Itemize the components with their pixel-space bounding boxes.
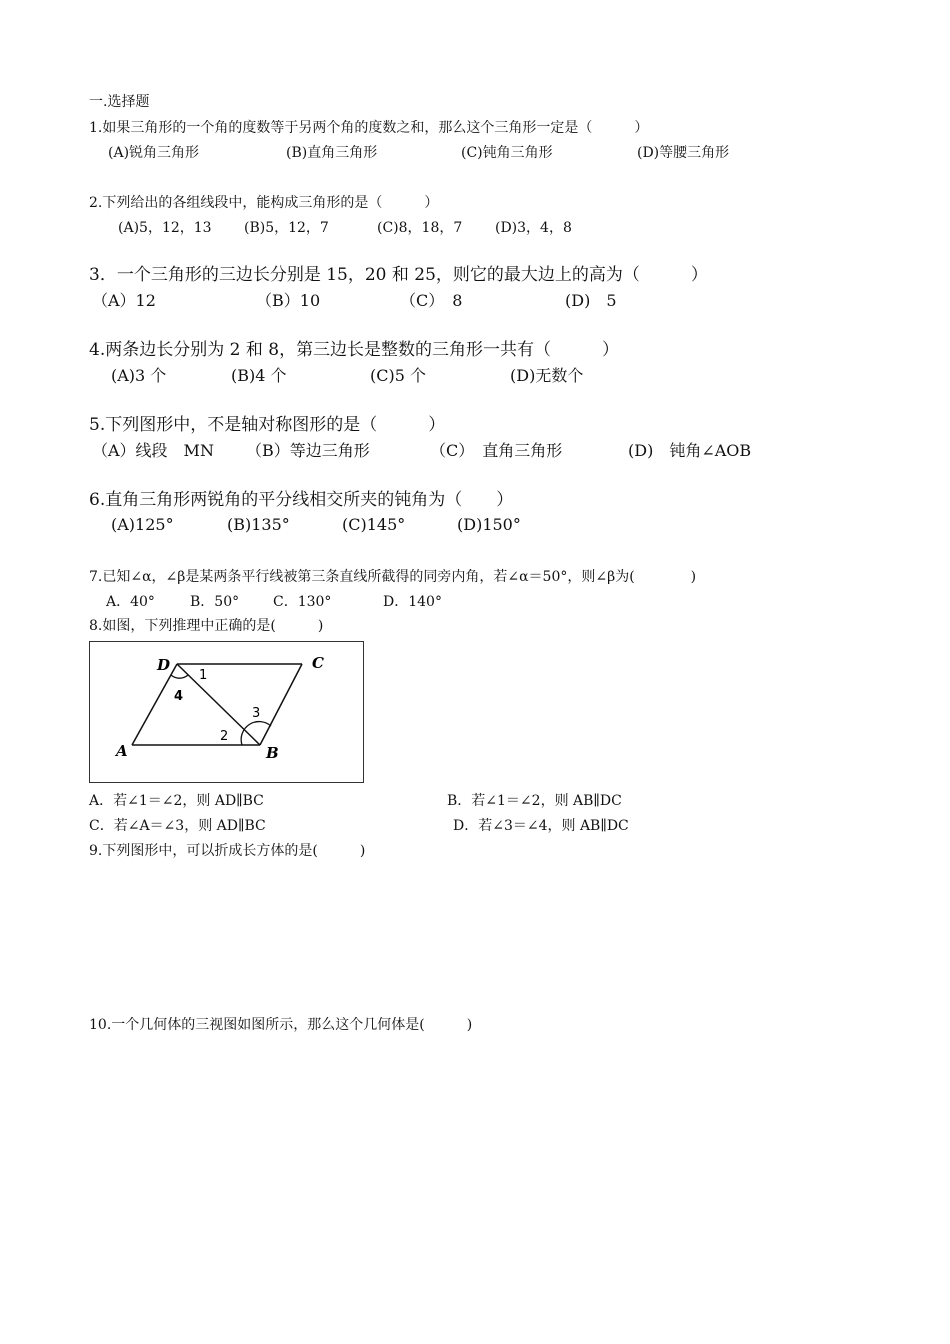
question-1-option-c: (C)钝角三角形 <box>461 145 553 161</box>
question-4-option-d: (D)无数个 <box>510 366 584 385</box>
question-10-stem: 10.一个几何体的三视图如图所示，那么这个几何体是( ) <box>89 1017 473 1033</box>
question-4-stem: 4.两条边长分别为 2 和 8，第三边长是整数的三角形一共有（ ） <box>89 340 620 360</box>
question-7-option-a: A．40° <box>106 594 155 610</box>
label-2: 2 <box>220 729 229 744</box>
question-1-option-a: (A)锐角三角形 <box>108 145 200 161</box>
question-2-stem: 2.下列给出的各组线段中，能构成三角形的是（ ） <box>89 195 439 211</box>
question-5-option-d: (D) 钝角∠AOB <box>628 441 752 460</box>
label-b: B <box>266 744 279 762</box>
question-7-option-d: D．140° <box>383 594 442 610</box>
question-6-option-c: (C)145° <box>342 515 406 534</box>
parallelogram-diagram <box>90 642 365 784</box>
question-8-option-b: B．若∠1＝∠2，则 AB∥DC <box>447 793 622 809</box>
question-7-option-c: C．130° <box>273 594 332 610</box>
question-3-option-a: （A）12 <box>92 291 156 310</box>
question-6-option-d: (D)150° <box>457 515 521 534</box>
question-9-stem: 9.下列图形中，可以折成长方体的是( ) <box>89 843 366 859</box>
question-1-option-b: (B)直角三角形 <box>286 145 378 161</box>
label-c: C <box>312 654 324 672</box>
question-7-stem: 7.已知∠α，∠β是某两条平行线被第三条直线所截得的同旁内角，若∠α＝50°，则∠β为( ) <box>89 569 697 585</box>
label-4: 4 <box>174 689 184 704</box>
question-6-option-a: (A)125° <box>111 515 174 534</box>
segment-ad <box>132 664 177 745</box>
question-2-option-b: (B)5，12，7 <box>244 220 329 236</box>
angle-arc-d <box>171 675 188 678</box>
section-title: 一.选择题 <box>89 94 150 110</box>
question-4-option-c: (C)5 个 <box>370 366 426 385</box>
question-6-stem: 6.直角三角形两锐角的平分线相交所夹的钝角为（ ） <box>89 490 514 510</box>
question-4-option-b: (B)4 个 <box>231 366 287 385</box>
label-a: A <box>116 742 128 760</box>
question-1-stem: 1.如果三角形的一个角的度数等于另两个角的度数之和，那么这个三角形一定是（ ） <box>89 120 649 136</box>
question-2-option-a: (A)5，12，13 <box>118 220 212 236</box>
question-5-option-a: （A）线段 MN <box>92 441 214 460</box>
segment-cb <box>260 664 302 745</box>
question-8-option-a: A．若∠1＝∠2，则 AD∥BC <box>89 793 264 809</box>
label-3: 3 <box>252 706 261 721</box>
diagonal-db <box>177 664 260 745</box>
question-6-option-b: (B)135° <box>227 515 290 534</box>
question-1-option-d: (D)等腰三角形 <box>637 145 730 161</box>
question-5-stem: 5.下列图形中，不是轴对称图形的是（ ） <box>89 415 446 435</box>
question-5-option-b: （B）等边三角形 <box>246 441 370 460</box>
question-3-option-d: (D) 5 <box>565 291 617 310</box>
question-3-option-c: （C） 8 <box>400 291 463 310</box>
question-2-option-c: (C)8，18，7 <box>377 220 463 236</box>
question-3-option-b: （B）10 <box>256 291 321 310</box>
label-d: D <box>157 656 171 674</box>
question-4-option-a: (A)3 个 <box>111 366 167 385</box>
question-8-stem: 8.如图，下列推理中正确的是( ) <box>89 618 324 634</box>
label-1: 1 <box>199 668 208 683</box>
question-3-stem: 3．一个三角形的三边长分别是 15，20 和 25，则它的最大边上的高为（ ） <box>89 265 708 285</box>
question-7-option-b: B．50° <box>190 594 240 610</box>
question-5-option-c: （C） 直角三角形 <box>430 441 563 460</box>
parallelogram-figure <box>89 641 364 783</box>
question-8-option-d: D．若∠3＝∠4，则 AB∥DC <box>453 818 629 834</box>
question-8-option-c: C．若∠A＝∠3，则 AD∥BC <box>89 818 266 834</box>
question-2-option-d: (D)3，4，8 <box>495 220 572 236</box>
